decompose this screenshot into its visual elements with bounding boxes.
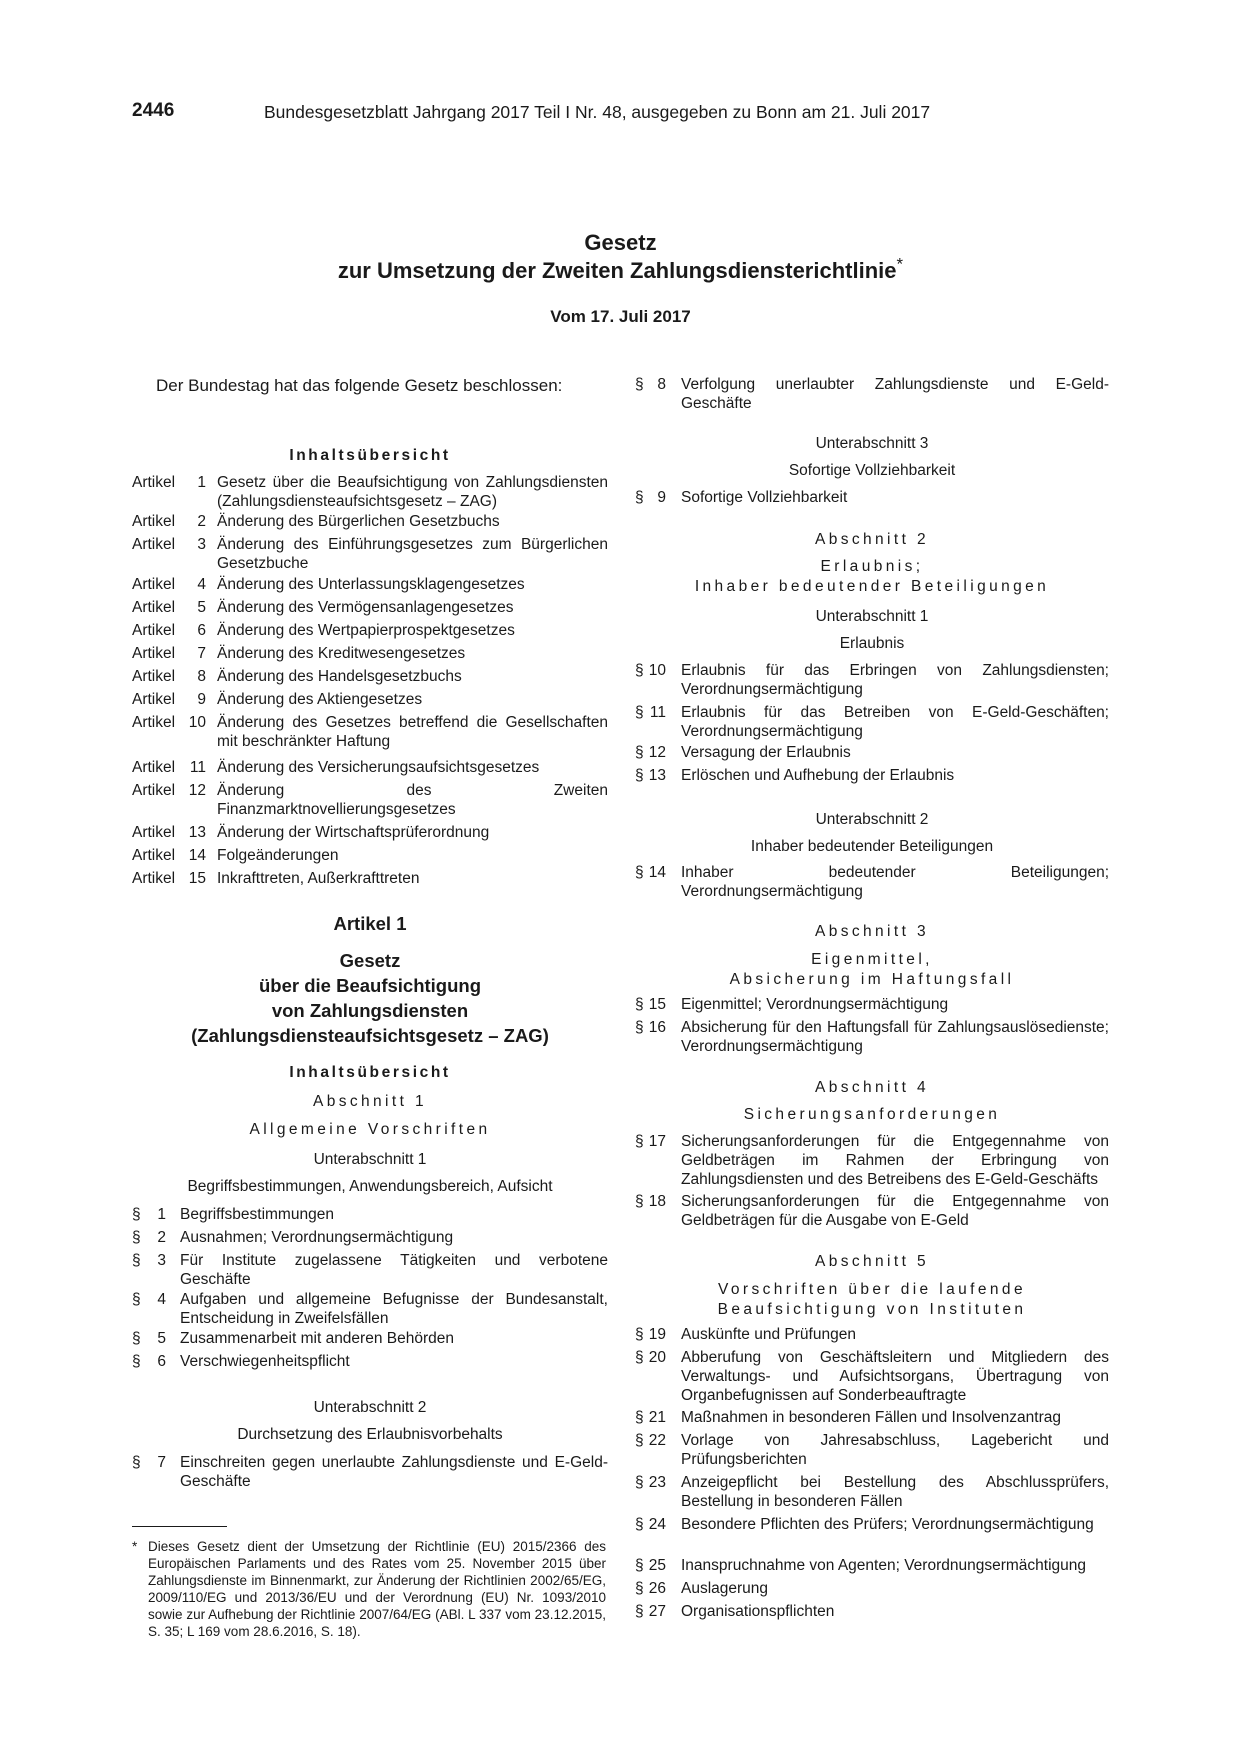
unterabschnitt-title: Begriffsbestimmungen, Anwendungsbereich, Aufsicht <box>187 1178 553 1195</box>
section-symbol: § <box>635 1474 644 1491</box>
paragraph-number: 15 <box>648 996 666 1013</box>
article1-heading: Artikel 1 <box>333 913 407 934</box>
article-label: Artikel <box>132 474 176 491</box>
footnote-text: Dieses Gesetz dient der Umsetzung der Richtlinie (EU) 2015/2366 des Europäischen Parlaments und des Rates vom 25. November 2015 über Zahlungsdienste im Binnenmarkt, zur Änderung der Richtlinien 2002/65/EG, 2009/110/EG und 2013/36/EU und der Verordnung (EU) Nr. 1093/2010 sowie zur Aufhebung der Richtlinie 2007/64/EG (ABl. L 337 vom 23.12.2015, S. 35; L 169 vom 28.6.2016, S. 18). <box>148 1539 606 1639</box>
article-text: Änderung des Kreditwesengesetzes <box>217 645 466 662</box>
running-header: Bundesgesetzblatt Jahrgang 2017 Teil I Nr. 48, ausgegeben zu Bonn am 21. Juli 2017 <box>264 102 931 122</box>
section-symbol: § <box>635 1516 644 1533</box>
article-label: Artikel <box>132 576 176 593</box>
paragraph-number: 17 <box>648 1133 666 1150</box>
paragraph-number: 23 <box>648 1474 666 1491</box>
page-number: 2446 <box>132 100 175 121</box>
paragraph-text: Sofortige Vollziehbarkeit <box>681 489 848 506</box>
paragraph-text: Für Institute zugelassene Tätigkeiten und verbotene Geschäfte <box>180 1252 608 1288</box>
article-text: Änderung des Wertpapierprospektgesetzes <box>217 622 515 639</box>
section-symbol: § <box>132 1291 141 1308</box>
section-symbol: § <box>132 1454 141 1471</box>
paragraph-text: Verschwiegenheitspflicht <box>180 1353 350 1370</box>
section-symbol: § <box>635 376 644 393</box>
abschnitt-title: Inhaber bedeutender Beteiligungen <box>694 578 1050 595</box>
article-label: Artikel <box>132 824 176 841</box>
paragraph-number: 27 <box>648 1603 666 1620</box>
law-title-line1: Gesetz <box>584 230 657 255</box>
intro-text: Der Bundestag hat das folgende Gesetz beschlossen: <box>156 376 563 395</box>
article-text: Folgeänderungen <box>217 847 339 864</box>
paragraph-text: Organisationspflichten <box>681 1603 835 1620</box>
paragraph-number: 26 <box>648 1580 666 1597</box>
article-number: 7 <box>197 645 206 662</box>
footnote-marker: * <box>132 1539 138 1554</box>
paragraph-number: 20 <box>648 1349 666 1366</box>
article-label: Artikel <box>132 536 176 553</box>
section-symbol: § <box>635 767 644 784</box>
section-symbol: § <box>635 1557 644 1574</box>
article-label: Artikel <box>132 759 176 776</box>
abschnitt-heading: Abschnitt 4 <box>814 1079 930 1096</box>
footnote <box>132 1538 606 1640</box>
article1-title-line3: von Zahlungsdiensten <box>271 1000 469 1021</box>
paragraph-text: Erlaubnis für das Erbringen von Zahlungsdiensten; Verordnungsermächtigung <box>681 662 1109 698</box>
paragraph-number: 4 <box>157 1291 166 1308</box>
footnote-mark: * <box>896 254 904 274</box>
article-number: 13 <box>188 824 206 841</box>
paragraph-number: 14 <box>648 864 666 881</box>
section-symbol: § <box>635 1603 644 1620</box>
section-symbol: § <box>132 1229 141 1246</box>
paragraph-text: Auskünfte und Prüfungen <box>681 1326 856 1343</box>
section-symbol: § <box>635 662 644 679</box>
section-symbol: § <box>635 489 644 506</box>
article-label: Artikel <box>132 870 176 887</box>
paragraph-number: 8 <box>657 376 666 393</box>
article-number: 9 <box>197 691 206 708</box>
abschnitt-title: Beaufsichtigung von Instituten <box>717 1301 1027 1318</box>
article-label: Artikel <box>132 691 176 708</box>
paragraph-text: Maßnahmen in besonderen Fällen und Insolvenzantrag <box>681 1409 1061 1426</box>
law-date: Vom 17. Juli 2017 <box>550 307 691 326</box>
unterabschnitt-heading: Unterabschnitt 1 <box>815 608 929 625</box>
article-text: Änderung des Vermögensanlagengesetzes <box>217 599 514 616</box>
article-text: Änderung des Bürgerlichen Gesetzbuchs <box>217 513 500 530</box>
section-symbol: § <box>635 864 644 881</box>
section-symbol: § <box>635 1409 644 1426</box>
paragraph-number: 2 <box>157 1229 166 1246</box>
unterabschnitt-heading: Unterabschnitt 2 <box>815 811 929 828</box>
paragraph-number: 19 <box>648 1326 666 1343</box>
article-number: 5 <box>197 599 206 616</box>
article1-title-line2: über die Beaufsichtigung <box>258 975 482 996</box>
section-symbol: § <box>635 1349 644 1366</box>
paragraph-text: Erlaubnis für das Betreiben von E-Geld-Geschäften; Verordnungsermächtigung <box>681 704 1109 740</box>
section-symbol: § <box>635 704 644 721</box>
paragraph-text: Sicherungsanforderungen für die Entgegennahme von Geldbeträgen im Rahmen der Erbringung von Zahlungsdiensten und des Betreibens des E-Geld-Geschäfts <box>681 1133 1109 1188</box>
abschnitt-title: Vorschriften über die laufende <box>718 1281 1026 1298</box>
article-number: 3 <box>197 536 206 553</box>
paragraph-number: 13 <box>648 767 666 784</box>
paragraph-number: 1 <box>157 1206 166 1223</box>
section-symbol: § <box>635 1326 644 1343</box>
paragraph-text: Aufgaben und allgemeine Befugnisse der Bundesanstalt, Entscheidung in Zweifelsfällen <box>180 1291 608 1327</box>
article-text: Änderung des Einführungsgesetzes zum Bürgerlichen Gesetzbuche <box>217 536 608 572</box>
paragraph-text: Inanspruchnahme von Agenten; Verordnungsermächtigung <box>681 1557 1087 1574</box>
section-symbol: § <box>132 1206 141 1223</box>
abschnitt-title: Absicherung im Haftungsfall <box>729 971 1015 988</box>
section-symbol: § <box>635 1580 644 1597</box>
unterabschnitt-heading: Unterabschnitt 1 <box>313 1151 427 1168</box>
unterabschnitt-title: Erlaubnis <box>839 635 905 652</box>
article-number: 12 <box>188 782 206 799</box>
unterabschnitt-title: Inhaber bedeutender Beteiligungen <box>750 838 994 855</box>
article-label: Artikel <box>132 668 176 685</box>
paragraph-text: Anzeigepflicht bei Bestellung des Abschlussprüfers, Bestellung in besonderen Fällen <box>681 1474 1109 1510</box>
section-symbol: § <box>132 1330 141 1347</box>
article-number: 14 <box>188 847 206 864</box>
section-symbol: § <box>132 1353 141 1370</box>
paragraph-text: Zusammenarbeit mit anderen Behörden <box>180 1330 454 1347</box>
law-title-line2 <box>0 254 1241 284</box>
paragraph-text: Begriffsbestimmungen <box>180 1206 334 1223</box>
article-text: Änderung des Gesetzes betreffend die Gesellschaften mit beschränkter Haftung <box>217 714 608 750</box>
article-label: Artikel <box>132 714 176 731</box>
article-text: Änderung des Versicherungsaufsichtsgesetzes <box>217 759 540 776</box>
unterabschnitt-title: Sofortige Vollziehbarkeit <box>788 462 956 479</box>
abschnitt-heading: Abschnitt 2 <box>814 531 930 548</box>
paragraph-number: 12 <box>648 744 666 761</box>
paragraph-number: 25 <box>648 1557 666 1574</box>
abschnitt-heading: Abschnitt 1 <box>312 1093 428 1110</box>
unterabschnitt-heading: Unterabschnitt 2 <box>313 1399 427 1416</box>
paragraph-number: 22 <box>648 1432 666 1449</box>
article-text: Änderung des Handelsgesetzbuchs <box>217 668 462 685</box>
article-label: Artikel <box>132 622 176 639</box>
abschnitt-heading: Abschnitt 5 <box>814 1253 930 1270</box>
paragraph-text: Verfolgung unerlaubter Zahlungsdienste und E-Geld-Geschäfte <box>681 376 1109 412</box>
section-symbol: § <box>635 1019 644 1036</box>
paragraph-number: 24 <box>648 1516 666 1533</box>
article-label: Artikel <box>132 599 176 616</box>
article-text: Änderung der Wirtschaftsprüferordnung <box>217 824 490 841</box>
paragraph-text: Besondere Pflichten des Prüfers; Verordnungsermächtigung <box>681 1516 1094 1533</box>
abschnitt-title: Eigenmittel, <box>811 951 933 968</box>
section-symbol: § <box>635 744 644 761</box>
abschnitt-title: Erlaubnis; <box>820 558 924 575</box>
unterabschnitt-heading: Unterabschnitt 3 <box>815 435 929 452</box>
paragraph-number: 9 <box>657 489 666 506</box>
article-number: 11 <box>189 759 206 776</box>
article-number: 2 <box>197 513 206 530</box>
paragraph-number: 6 <box>157 1353 166 1370</box>
paragraph-text: Versagung der Erlaubnis <box>681 744 851 761</box>
unterabschnitt-title: Durchsetzung des Erlaubnisvorbehalts <box>237 1426 503 1443</box>
paragraph-text: Ausnahmen; Verordnungsermächtigung <box>180 1229 454 1246</box>
law-title-text: zur Umsetzung der Zweiten Zahlungsdiensterichtlinie <box>337 258 897 283</box>
section-symbol: § <box>635 1133 644 1150</box>
paragraph-text: Inhaber bedeutender Beteiligungen; Verordnungsermächtigung <box>681 864 1109 900</box>
paragraph-number: 3 <box>157 1252 166 1269</box>
paragraph-text: Einschreiten gegen unerlaubte Zahlungsdienste und E-Geld-Geschäfte <box>180 1454 608 1490</box>
paragraph-number: 16 <box>648 1019 666 1036</box>
section-symbol: § <box>132 1252 141 1269</box>
article-number: 8 <box>197 668 206 685</box>
article-text: Inkrafttreten, Außerkrafttreten <box>217 870 420 887</box>
toc-heading: Inhaltsübersicht <box>289 447 451 464</box>
paragraph-number: 10 <box>648 662 666 679</box>
article-text: Gesetz über die Beaufsichtigung von Zahlungsdiensten (Zahlungsdiensteaufsichtsgesetz – ZAG) <box>217 474 608 510</box>
paragraph-number: 7 <box>157 1454 166 1471</box>
article1-title-line4: (Zahlungsdiensteaufsichtsgesetz – ZAG) <box>191 1025 549 1046</box>
article-label: Artikel <box>132 645 176 662</box>
paragraph-text: Absicherung für den Haftungsfall für Zahlungsauslösedienste; Verordnungsermächtigung <box>681 1019 1109 1055</box>
paragraph-number: 21 <box>648 1409 666 1426</box>
paragraph-text: Auslagerung <box>681 1580 769 1597</box>
paragraph-text: Sicherungsanforderungen für die Entgegennahme von Geldbeträgen für die Ausgabe von E-Geld <box>681 1193 1109 1229</box>
article-number: 6 <box>197 622 206 639</box>
abschnitt-title: Allgemeine Vorschriften <box>249 1121 491 1138</box>
zag-toc-heading: Inhaltsübersicht <box>289 1064 451 1081</box>
article-text: Änderung des Aktiengesetzes <box>217 691 423 708</box>
article-number: 10 <box>188 714 206 731</box>
section-symbol: § <box>635 996 644 1013</box>
abschnitt-title: Sicherungsanforderungen <box>743 1106 1001 1123</box>
abschnitt-heading: Abschnitt 3 <box>814 923 930 940</box>
paragraph-number: 5 <box>157 1330 166 1347</box>
article-label: Artikel <box>132 847 176 864</box>
footnote-rule <box>132 1526 227 1527</box>
article-text: Änderung des Zweiten Finanzmarktnovellierungsgesetzes <box>217 782 608 818</box>
paragraph-number: 18 <box>648 1193 666 1210</box>
section-symbol: § <box>635 1432 644 1449</box>
paragraph-text: Vorlage von Jahresabschluss, Lagebericht und Prüfungsberichten <box>681 1432 1109 1468</box>
article-label: Artikel <box>132 782 176 799</box>
article1-title-line1: Gesetz <box>339 950 401 971</box>
article-text: Änderung des Unterlassungsklagengesetzes <box>217 576 525 593</box>
article-number: 15 <box>188 870 206 887</box>
paragraph-number: 11 <box>649 704 666 721</box>
paragraph-text: Eigenmittel; Verordnungsermächtigung <box>681 996 949 1013</box>
article-number: 4 <box>197 576 206 593</box>
article-number: 1 <box>197 474 206 491</box>
paragraph-text: Abberufung von Geschäftsleitern und Mitgliedern des Verwaltungs- und Aufsichtsorgans, Übertragung von Organbefugnissen auf Sonderbeauftragte <box>681 1349 1109 1404</box>
article-label: Artikel <box>132 513 176 530</box>
section-symbol: § <box>635 1193 644 1210</box>
paragraph-text: Erlöschen und Aufhebung der Erlaubnis <box>681 767 955 784</box>
